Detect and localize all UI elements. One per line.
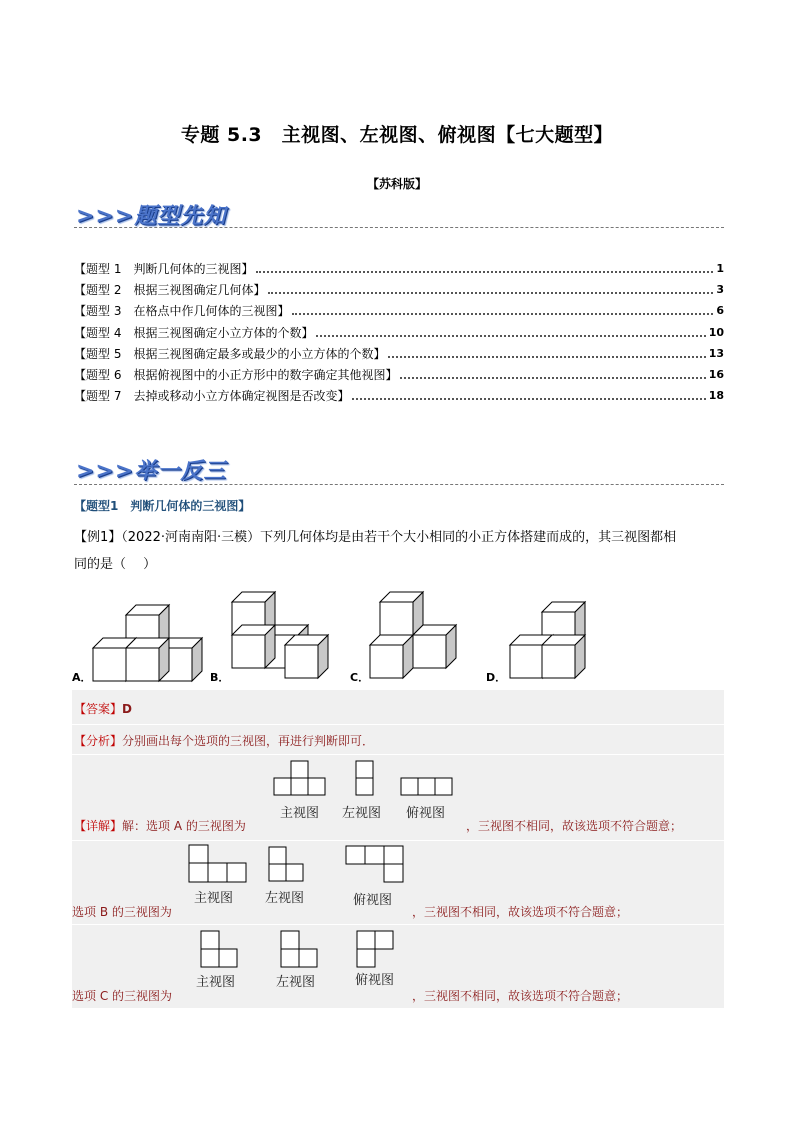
section-heading: 【题型1 判断几何体的三视图】: [74, 499, 251, 513]
caption-front: 主视图: [194, 891, 234, 906]
banner-arrows-icon: >>>: [76, 458, 135, 484]
edition-label: 【苏科版】: [366, 177, 427, 191]
toc-item-page: 18: [708, 388, 724, 402]
views-c: [195, 927, 405, 972]
analysis-line: [74, 732, 374, 749]
detail-a-line: [74, 817, 246, 834]
toc-leader: [352, 398, 705, 400]
page-title: 专题 5.3 主视图、左视图、俯视图【七大题型】: [180, 124, 614, 146]
divider: [72, 924, 724, 925]
toc-leader: [256, 271, 713, 273]
toc-item-page: 6: [716, 303, 724, 317]
toc-item-label: 【题型 1 判断几何体的三视图】: [74, 261, 254, 276]
banner-arrows-icon: >>>: [76, 203, 135, 229]
toc-item[interactable]: [74, 322, 724, 342]
example-line: 同的是（ ）: [74, 557, 157, 572]
caption-front: 主视图: [280, 806, 320, 821]
option-a-label[interactable]: A．: [72, 671, 92, 684]
toc-item-label: 【题型 6 根据俯视图中的小正方形中的数字确定其他视图】: [74, 367, 398, 382]
figure-d: [510, 602, 585, 678]
caption-left: 左视图: [342, 806, 382, 821]
toc-item[interactable]: [74, 279, 724, 299]
analysis-tag: 【分析】: [74, 734, 123, 748]
toc-item-label: 【题型 3 在格点中作几何体的三视图】: [74, 303, 290, 318]
figure-b: [232, 592, 328, 678]
banner-practice-text: 举一反三: [134, 458, 227, 484]
divider: [72, 724, 724, 725]
detail-tag: 【详解】: [74, 819, 123, 833]
option-c-label[interactable]: C．: [350, 671, 370, 684]
detail-c-post: ，三视图不相同，故该选项不符合题意；: [412, 989, 629, 1003]
toc-item-label: 【题型 2 根据三视图确定几何体】: [74, 282, 266, 297]
views-a: [270, 758, 465, 808]
detail-b-post: ，三视图不相同，故该选项不符合题意；: [412, 905, 629, 919]
toc-leader: [268, 292, 713, 294]
example-question: [74, 524, 724, 578]
toc-item-label: 【题型 4 根据三视图确定小立方体的个数】: [74, 325, 314, 340]
option-d-label[interactable]: D．: [486, 671, 507, 684]
toc-item-label: 【题型 5 根据三视图确定最多或最少的小立方体的个数】: [74, 346, 386, 361]
answer-value: D: [122, 702, 132, 716]
answer-tag: 【答案】: [74, 702, 123, 716]
divider: [74, 484, 724, 485]
toc-leader: [388, 356, 705, 358]
option-figures: [60, 588, 740, 688]
caption-left: 左视图: [276, 975, 316, 990]
toc-item[interactable]: [74, 343, 724, 363]
toc-leader: [316, 335, 705, 337]
detail-b-pre: 选项 B 的三视图为: [72, 905, 172, 919]
detail-a-pre: 解：选项 A 的三视图为: [122, 819, 246, 833]
toc-item-page: 16: [708, 367, 724, 381]
option-b-label[interactable]: B．: [210, 671, 230, 684]
analysis-text: 分别画出每个选项的三视图，再进行判断即可．: [122, 734, 375, 748]
toc-item[interactable]: [74, 385, 724, 405]
toc-item[interactable]: [74, 364, 724, 384]
toc-item[interactable]: [74, 258, 724, 278]
answer-line: [74, 700, 132, 717]
banner-overview: [76, 199, 226, 230]
toc-item[interactable]: [74, 300, 724, 320]
caption-top: 俯视图: [355, 973, 395, 988]
divider: [74, 227, 724, 228]
example-line: 【例1】（2022·河南南阳·三模）下列几何体均是由若干个大小相同的小正方体搭建而成的，其三视图都相: [74, 530, 677, 545]
caption-left: 左视图: [265, 891, 305, 906]
toc-leader: [400, 377, 705, 379]
divider: [72, 754, 724, 755]
banner-practice: [76, 454, 226, 485]
toc-item-page: 13: [708, 346, 724, 360]
toc-item-page: 10: [708, 325, 724, 339]
toc-leader: [292, 313, 713, 315]
detail-a-post: ，三视图不相同，故该选项不符合题意；: [466, 819, 683, 833]
caption-top: 俯视图: [406, 806, 446, 821]
caption-top: 俯视图: [353, 893, 393, 908]
banner-overview-text: 题型先知: [134, 203, 227, 229]
toc-item-page: 1: [716, 261, 724, 275]
divider: [72, 840, 724, 841]
toc-item-label: 【题型 7 去掉或移动小立方体确定视图是否改变】: [74, 388, 350, 403]
toc-item-page: 3: [716, 282, 724, 296]
views-b: [185, 842, 410, 887]
figure-c: [370, 592, 456, 678]
figure-a: [93, 605, 202, 681]
detail-c-pre: 选项 C 的三视图为: [72, 989, 173, 1003]
caption-front: 主视图: [196, 975, 236, 990]
